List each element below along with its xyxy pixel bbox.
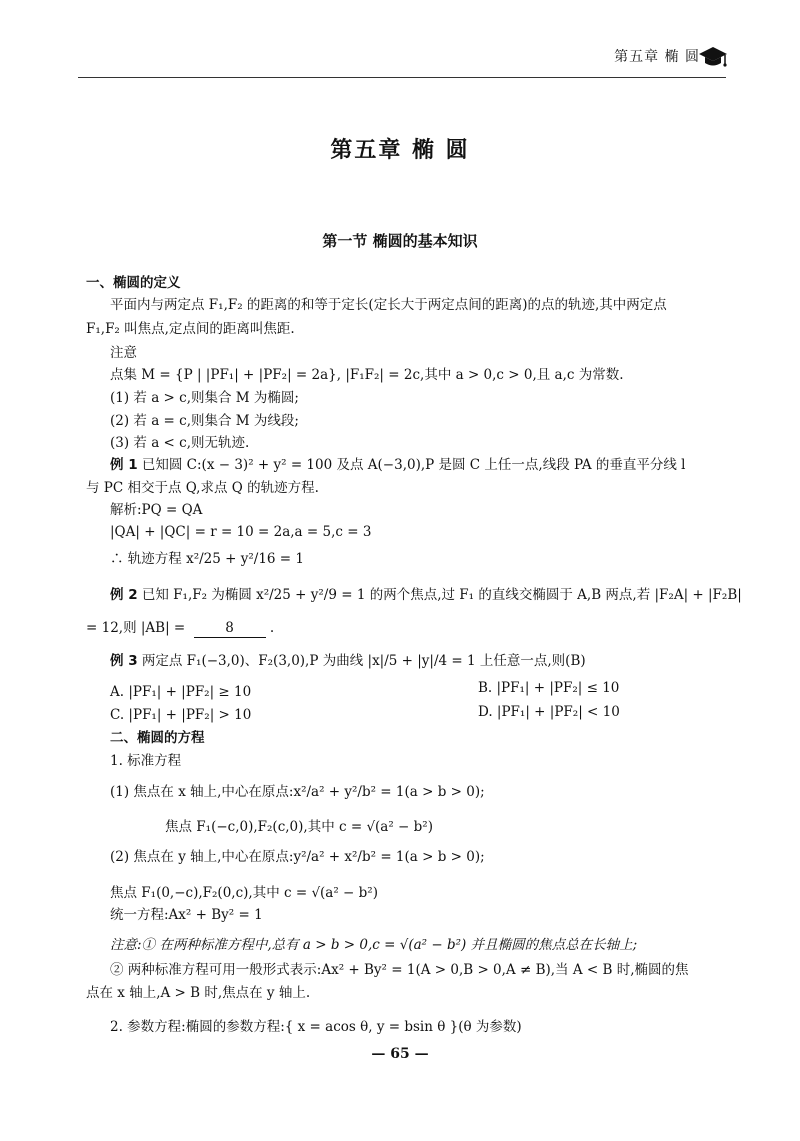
case-1: (1) 若 a > c,则集合 M 为椭圆; — [110, 390, 299, 406]
option-b: B. |PF₁| + |PF₂| ≤ 10 — [478, 680, 620, 696]
option-c: C. |PF₁| + |PF₂| > 10 — [110, 707, 252, 723]
definition-heading: 一、椭圆的定义 — [86, 275, 181, 291]
equation-item-2-foci: 焦点 F₁(0,−c),F₂(0,c),其中 c = √(a² − b²) — [110, 885, 378, 901]
section-title: 第一节 椭圆的基本知识 — [322, 232, 478, 250]
example-2-text-2 — [86, 619, 274, 638]
example-1-problem: 已知圆 C:(x − 3)² + y² = 100 及点 A(−3,0),P 是圆 C 上任一点,线段 PA 的垂直平分线 l — [141, 457, 686, 473]
standard-equation-label: 1. 标准方程 — [110, 753, 182, 769]
option-a: A. |PF₁| + |PF₂| ≥ 10 — [110, 684, 252, 700]
example-1-label: 例 1 — [110, 457, 138, 473]
equation-item-1-foci: 焦点 F₁(−c,0),F₂(c,0),其中 c = √(a² − b²) — [165, 819, 433, 835]
running-header — [0, 36, 800, 82]
definition-text-1: 平面内与两定点 F₁,F₂ 的距离的和等于定长(定长大于两定点间的距离)的点的轨迹,其中两定点 — [110, 297, 667, 313]
definition-text-2: F₁,F₂ 叫焦点,定点间的距离叫焦距. — [86, 321, 295, 337]
equation-item-2: (2) 焦点在 y 轴上,中心在原点:y²/a² + x²/b² = 1(a > b > 0); — [110, 849, 485, 865]
page-number: — 65 — — [371, 1046, 429, 1062]
running-title: 第五章 椭 圆 — [614, 49, 700, 65]
option-d: D. |PF₁| + |PF₂| < 10 — [478, 704, 620, 720]
set-definition: 点集 M = {P | |PF₁| + |PF₂| = 2a}, |F₁F₂| = 2c,其中 a > 0,c > 0,且 a,c 为常数. — [110, 367, 624, 383]
chapter-title: 第五章 椭 圆 — [330, 138, 470, 163]
equation-heading: 二、椭圆的方程 — [110, 730, 205, 746]
example-1-solution-3: ∴ 轨迹方程 x²/25 + y²/16 = 1 — [110, 551, 304, 567]
case-2: (2) 若 a = c,则集合 M 为线段; — [110, 413, 299, 429]
header-rule — [78, 77, 726, 78]
example-2-label: 例 2 — [110, 587, 138, 603]
note-2-line-1: ② 两种标准方程可用一般形式表示:Ax² + By² = 1(A > 0,B > 0,A ≠ B),当 A < B 时,椭圆的焦 — [110, 962, 689, 978]
unified-equation: 统一方程:Ax² + By² = 1 — [110, 907, 263, 923]
note-2-line-2: 点在 x 轴上,A > B 时,焦点在 y 轴上. — [86, 985, 311, 1001]
example-3-problem: 两定点 F₁(−3,0)、F₂(3,0),P 为曲线 |x|/5 + |y|/4 = 1 上任意一点,则(B) — [141, 653, 586, 669]
equation-item-1: (1) 焦点在 x 轴上,中心在原点:x²/a² + y²/b² = 1(a > b > 0); — [110, 784, 485, 800]
note-1: 注意:① 在两种标准方程中,总有 a > b > 0,c = √(a² − b²) 并且椭圆的焦点总在长轴上; — [110, 937, 638, 953]
parametric-equation: 2. 参数方程:椭圆的参数方程:{ x = acos θ, y = bsin θ }(θ 为参数) — [110, 1019, 522, 1035]
example-3-text — [110, 652, 586, 670]
example-1-text-1 — [110, 456, 686, 474]
example-2-period: . — [269, 620, 275, 636]
example-1-text-2: 与 PC 相交于点 Q,求点 Q 的轨迹方程. — [86, 480, 319, 496]
example-2-problem: 已知 F₁,F₂ 为椭圆 x²/25 + y²/9 = 1 的两个焦点,过 F₁ 的直线交椭圆于 A,B 两点,若 |F₂A| + |F₂B| — [141, 587, 742, 603]
example-1-solution-1: 解析:PQ = QA — [110, 502, 203, 518]
example-2-answer: 8 — [194, 619, 266, 638]
example-1-solution-2: |QA| + |QC| = r = 10 = 2a,a = 5,c = 3 — [110, 524, 372, 540]
example-2-question: = 12,则 |AB| = — [86, 620, 186, 636]
example-3-label: 例 3 — [110, 653, 138, 669]
example-2-text-1 — [110, 586, 742, 604]
note-label: 注意 — [110, 345, 137, 361]
graduation-cap-icon — [698, 44, 728, 70]
case-3: (3) 若 a < c,则无轨迹. — [110, 435, 250, 451]
